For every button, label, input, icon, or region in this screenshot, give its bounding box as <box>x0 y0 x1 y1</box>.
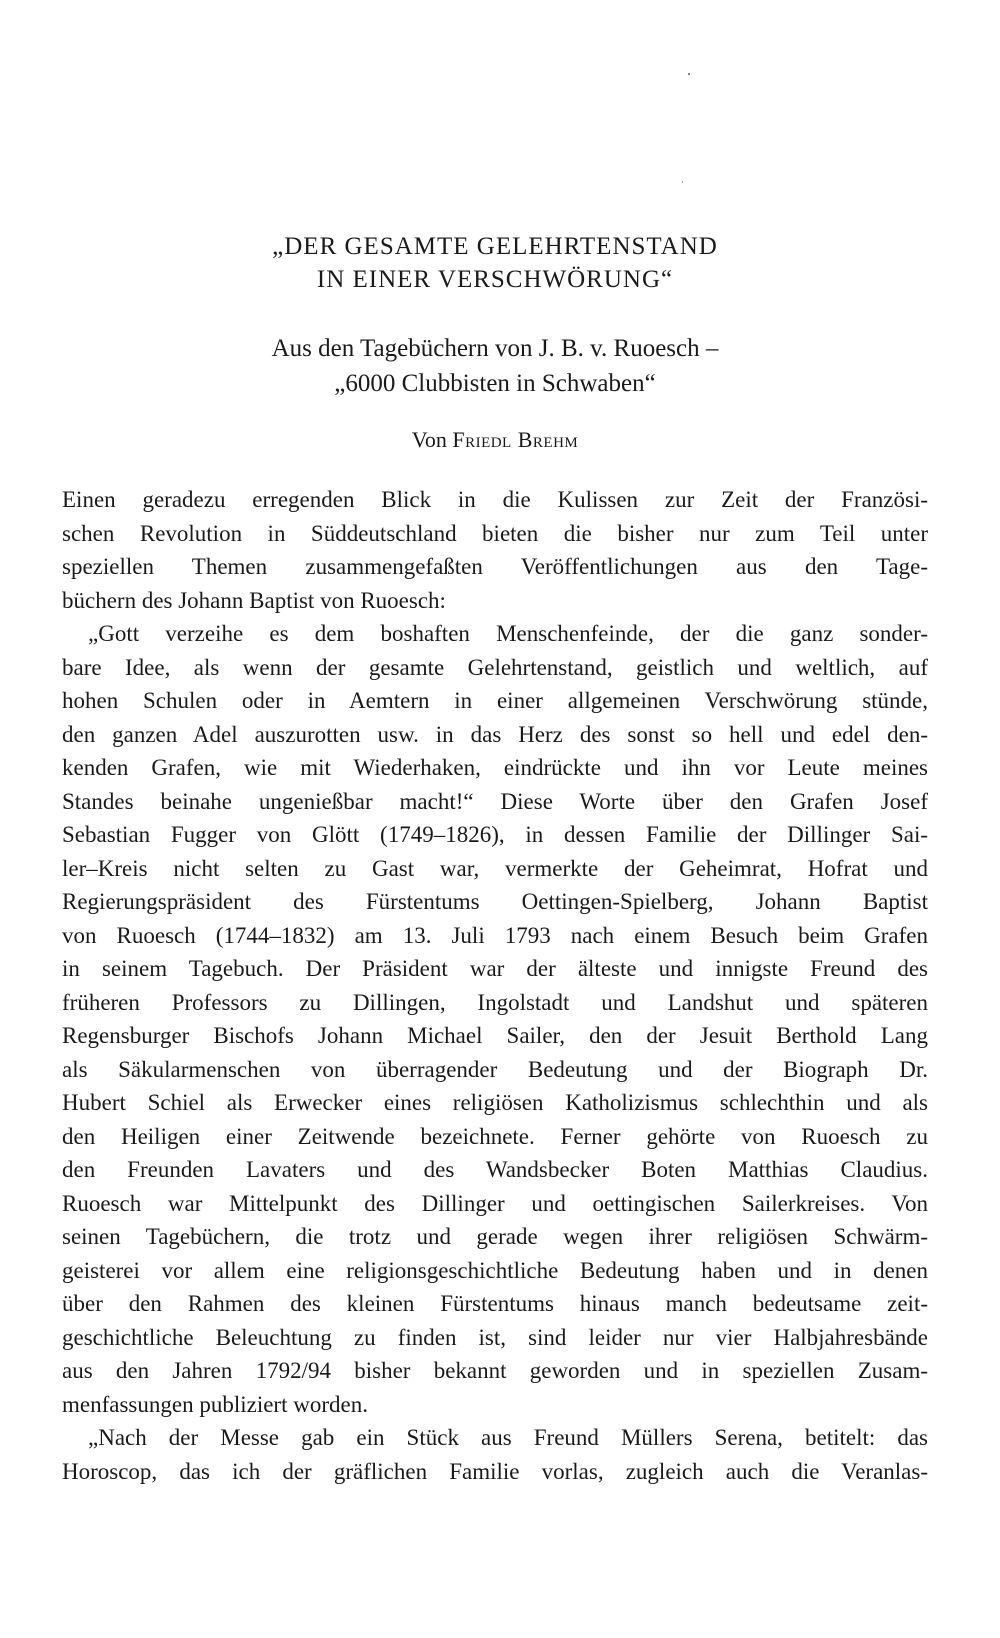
author-name: Friedl Brehm <box>452 427 579 452</box>
text-line: Regensburger Bischofs Johann Michael Sailer, den der Jesuit Berthold Lang <box>62 1023 928 1048</box>
text-line: geschichtliche Beleuchtung zu finden ist, sind leider nur vier Halbjahresbände <box>62 1324 928 1350</box>
text-line: „Gott verzeihe es dem boshaften Menschenfeinde, der die ganz sonder- <box>88 621 928 646</box>
article-body <box>62 483 928 1488</box>
text-line: kenden Grafen, wie mit Wiederhaken, eindrückte und ihn vor Leute meines <box>62 755 928 780</box>
text-line: bare Idee, als wenn der gesamte Gelehrtenstand, geistlich und weltlich, auf <box>62 654 928 680</box>
scan-speck <box>682 181 683 183</box>
text-line: menfassungen publiziert worden. <box>62 1391 368 1417</box>
body-paragraph <box>62 617 928 1421</box>
body-paragraph <box>62 1421 928 1488</box>
text-line: Hubert Schiel als Erwecker eines religiösen Katholizismus schlechthin und als <box>62 1090 928 1115</box>
text-line: seinen Tagebüchern, die trotz und gerade wegen ihrer religiösen Schwärm- <box>62 1224 928 1249</box>
byline-prefix: Von <box>411 427 447 452</box>
article-title <box>62 230 928 296</box>
text-line: über den Rahmen des kleinen Fürstentums hinaus manch bedeutsame zeit- <box>62 1291 928 1316</box>
text-line: büchern des Johann Baptist von Ruoesch: <box>62 587 446 613</box>
text-line: ler–Kreis nicht selten zu Gast war, vermerkte der Geheimrat, Hofrat und <box>62 855 928 881</box>
text-line: Horoscop, das ich der gräflichen Familie vorlas, zugleich auch die Veranlas- <box>62 1458 928 1484</box>
text-line: Einen geradezu erregenden Blick in die Kulissen zur Zeit der Französi- <box>62 487 928 512</box>
text-line: den ganzen Adel auszurotten usw. in das Herz des sonst so hell und edel den- <box>62 721 928 747</box>
author-byline <box>62 425 928 455</box>
article-subtitle <box>62 331 928 401</box>
text-line: den Heiligen einer Zeitwende bezeichnete. Ferner gehörte von Ruoesch zu <box>62 1123 928 1149</box>
text-line: Sebastian Fugger von Glött (1749–1826), in dessen Familie der Dillinger Sai- <box>62 822 928 847</box>
text-line: früheren Professors zu Dillingen, Ingolstadt und Landshut und späteren <box>62 989 928 1015</box>
text-line: hohen Schulen oder in Aemtern in einer allgemeinen Verschwörung stünde, <box>62 688 928 713</box>
scan-speck <box>688 73 690 75</box>
text-line: Ruoesch war Mittelpunkt des Dillinger und oettingischen Sailerkreises. Von <box>62 1190 928 1216</box>
article-subtitle-line: „6000 Clubbisten in Schwaben“ <box>334 370 656 397</box>
text-line: den Freunden Lavaters und des Wandsbecker Boten Matthias Claudius. <box>62 1157 928 1182</box>
text-line: als Säkularmenschen von überragender Bedeutung und der Biograph Dr. <box>62 1056 928 1082</box>
text-line: „Nach der Messe gab ein Stück aus Freund Müllers Serena, betitelt: das <box>88 1425 928 1450</box>
text-line: aus den Jahren 1792/94 bisher bekannt geworden und in speziellen Zusam- <box>62 1358 928 1383</box>
article-subtitle-line: Aus den Tagebüchern von J. B. v. Ruoesch – <box>271 335 719 362</box>
article-title-line: „DER GESAMTE GELEHRTENSTAND <box>272 233 718 260</box>
text-line: Standes beinahe ungenießbar macht!“ Diese Worte über den Grafen Josef <box>62 788 928 814</box>
text-line: speziellen Themen zusammengefaßten Veröffentlichungen aus den Tage- <box>62 554 928 579</box>
text-line: geisterei vor allem eine religionsgeschichtliche Bedeutung haben und in denen <box>62 1257 928 1283</box>
article-title-line: IN EINER VERSCHWÖRUNG“ <box>316 266 674 293</box>
text-line: schen Revolution in Süddeutschland bieten die bisher nur zum Teil unter <box>62 520 928 546</box>
body-paragraph <box>62 483 928 617</box>
text-line: Regierungspräsident des Fürstentums Oettingen-Spielberg, Johann Baptist <box>62 889 928 914</box>
text-line: von Ruoesch (1744–1832) am 13. Juli 1793 nach einem Besuch beim Grafen <box>62 922 928 948</box>
text-line: in seinem Tagebuch. Der Präsident war der älteste und innigste Freund des <box>62 956 928 981</box>
document-page <box>62 0 928 1638</box>
